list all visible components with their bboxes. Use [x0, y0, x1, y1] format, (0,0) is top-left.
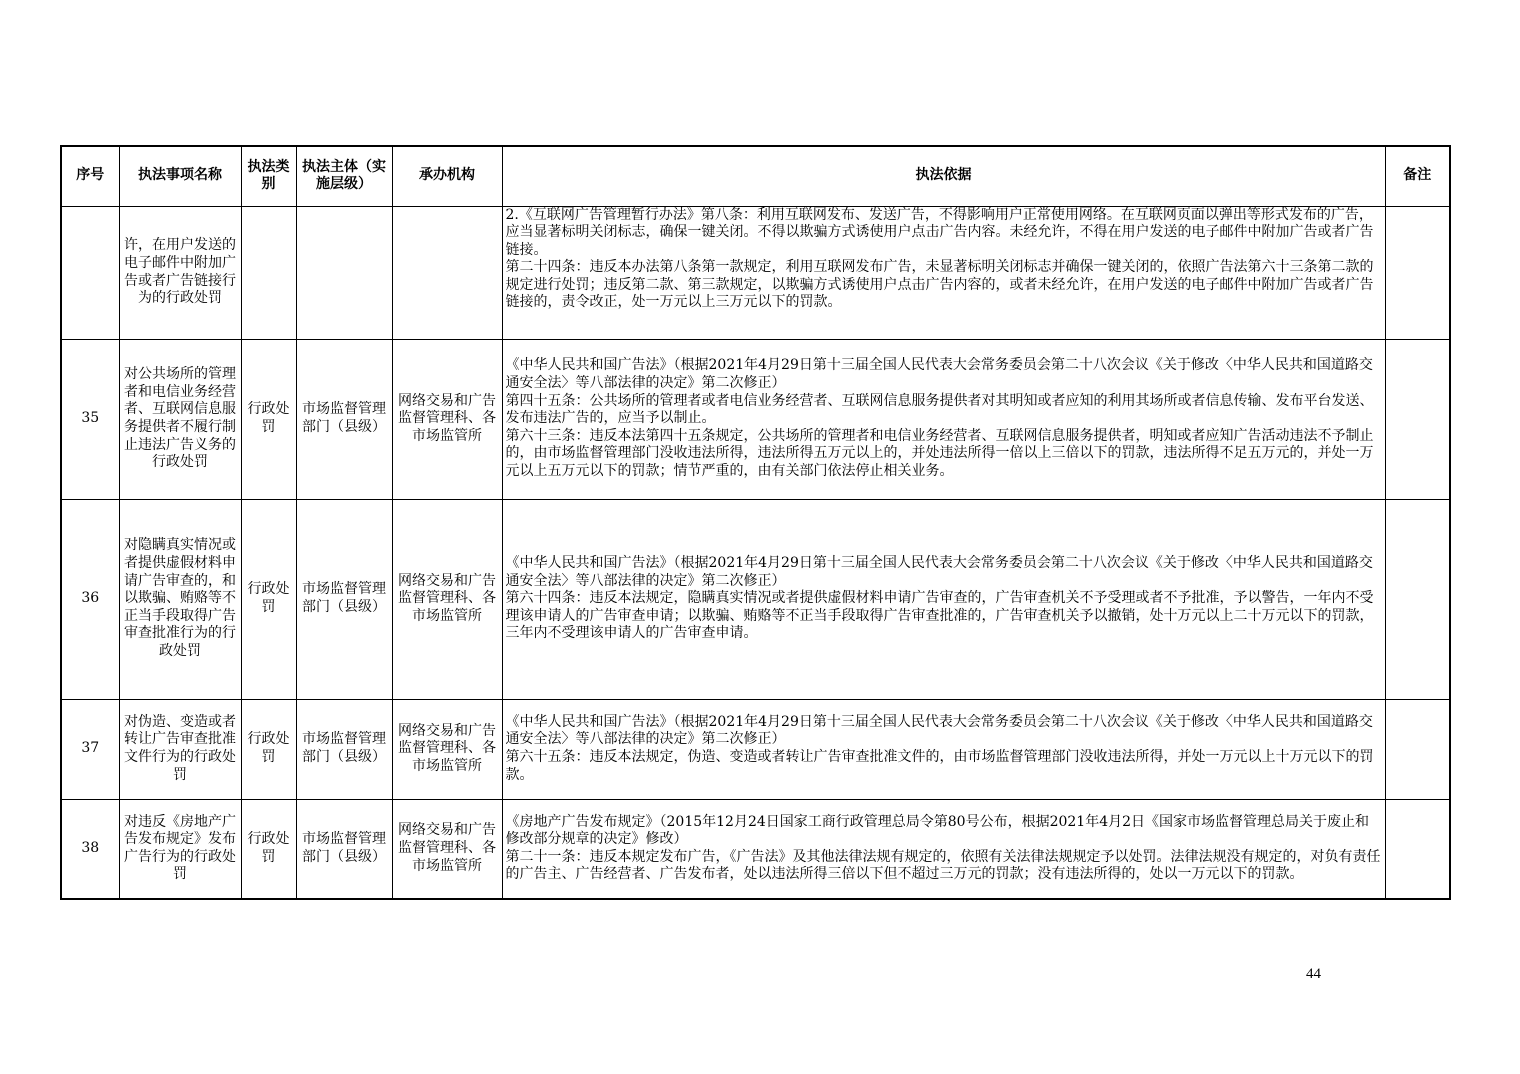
row-type: 行政处罚: [241, 499, 296, 699]
page-number: 44: [1306, 966, 1321, 982]
row-org: [392, 206, 502, 339]
header-subject: 执法主体（实施层级）: [296, 146, 392, 206]
row-name: 对违反《房地产广告发布规定》发布广告行为的行政处罚: [119, 799, 241, 899]
header-seq: 序号: [61, 146, 119, 206]
row-basis: [502, 799, 1385, 899]
header-row: [61, 146, 1450, 206]
row-name: 对伪造、变造或者转让广告审查批准文件行为的行政处罚: [119, 699, 241, 799]
row-note: [1385, 799, 1450, 899]
row-org: 网络交易和广告监督管理科、各市场监管所: [392, 339, 502, 499]
row-note: [1385, 339, 1450, 499]
basis-paragraph: 《房地产广告发布规定》（2015年12月24日国家工商行政管理总局令第80号公布，根据2021年4月2日《国家市场监督管理总局关于废止和修改部分规章的决定》修改）: [505, 813, 1370, 848]
header-org: 承办机构: [392, 146, 502, 206]
row-subject: 市场监督管理部门（县级）: [296, 699, 392, 799]
table-row: [61, 206, 1450, 339]
header-name: 执法事项名称: [119, 146, 241, 206]
basis-paragraph: 《中华人民共和国广告法》（根据2021年4月29日第十三届全国人民代表大会常务委员会第二十八次会议《关于修改〈中华人民共和国道路交通安全法〉等八部法律的决定》第二次修正）: [505, 713, 1373, 748]
row-subject: [296, 206, 392, 339]
basis-paragraph: 第四十五条：公共场所的管理者或者电信业务经营者、互联网信息服务提供者对其明知或者应知的利用其场所或者信息传输、发布平台发送、发布违法广告的，应当予以制止。: [505, 392, 1374, 427]
row-org: 网络交易和广告监督管理科、各市场监管所: [392, 699, 502, 799]
header-note: 备注: [1385, 146, 1450, 206]
row-name: 对隐瞒真实情况或者提供虚假材料申请广告审查的，和以欺骗、贿赂等不正当手段取得广告审查批准行为的行政处罚: [119, 499, 241, 699]
basis-paragraph: 第二十四条：违反本办法第八条第一款规定，利用互联网发布广告，未显著标明关闭标志并确保一键关闭的，依照广告法第六十三条第二款的规定进行处罚；违反第二款、第三款规定，以欺骗方式诱使用户点击广告内容的，或者未经允许，在用户发送的电子邮件中附加广告或者广告链接的，责令改正，处一万元以上三万元以下的罚款。: [505, 259, 1374, 311]
row-name: 对公共场所的管理者和电信业务经营者、互联网信息服务提供者不履行制止违法广告义务的行政处罚: [119, 339, 241, 499]
row-seq: 37: [61, 699, 119, 799]
basis-paragraph: 第六十三条：违反本法第四十五条规定，公共场所的管理者和电信业务经营者、互联网信息服务提供者，明知或者应知广告活动违法不予制止的，由市场监督管理部门没收违法所得，违法所得五万元以上的，并处违法所得一倍以上三倍以下的罚款，违法所得不足五万元的，并处一万元以上五万元以下的罚款；情节严重的，由有关部门依法停止相关业务。: [505, 427, 1374, 479]
row-basis: [502, 499, 1385, 699]
header-basis: 执法依据: [502, 146, 1385, 206]
row-type: 行政处罚: [241, 339, 296, 499]
enforcement-table: [60, 145, 1451, 900]
basis-paragraph: 第六十五条：违反本法规定，伪造、变造或者转让广告审查批准文件的，由市场监督管理部门没收违法所得，并处一万元以上十万元以下的罚款。: [505, 749, 1374, 783]
table-row: [61, 799, 1450, 899]
row-type: 行政处罚: [241, 799, 296, 899]
table-row: [61, 699, 1450, 799]
row-type: 行政处罚: [241, 699, 296, 799]
basis-paragraph: 2.《互联网广告管理暂行办法》第八条：利用互联网发布、发送广告，不得影响用户正常使用网络。在互联网页面以弹出等形式发布的广告，应当显著标明关闭标志，确保一键关闭。不得以欺骗方式诱使用户点击广告内容。未经允许，不得在用户发送的电子邮件中附加广告或者广告链接。: [505, 206, 1374, 258]
basis-paragraph: 《中华人民共和国广告法》（根据2021年4月29日第十三届全国人民代表大会常务委员会第二十八次会议《关于修改〈中华人民共和国道路交通安全法〉等八部法律的决定》第二次修正）: [505, 357, 1373, 392]
row-org: 网络交易和广告监督管理科、各市场监管所: [392, 799, 502, 899]
row-subject: 市场监督管理部门（县级）: [296, 799, 392, 899]
row-name: 许，在用户发送的电子邮件中附加广告或者广告链接行为的行政处罚: [119, 206, 241, 339]
row-seq: [61, 206, 119, 339]
row-subject: 市场监督管理部门（县级）: [296, 339, 392, 499]
row-seq: 38: [61, 799, 119, 899]
row-seq: 35: [61, 339, 119, 499]
row-basis: [502, 206, 1385, 339]
basis-paragraph: 第二十一条：违反本规定发布广告，《广告法》及其他法律法规有规定的，依照有关法律法规规定予以处罚。法律法规没有规定的，对负有责任的广告主、广告经营者、广告发布者，处以违法所得三倍以下但不超过三万元的罚款；没有违法所得的，处以一万元以下的罚款。: [505, 848, 1381, 883]
row-type: [241, 206, 296, 339]
row-basis: [502, 339, 1385, 499]
row-note: [1385, 499, 1450, 699]
row-note: [1385, 206, 1450, 339]
header-type: 执法类别: [241, 146, 296, 206]
table-row: [61, 339, 1450, 499]
basis-paragraph: 《中华人民共和国广告法》（根据2021年4月29日第十三届全国人民代表大会常务委员会第二十八次会议《关于修改〈中华人民共和国道路交通安全法〉等八部法律的决定》第二次修正）: [505, 555, 1373, 589]
basis-paragraph: 第六十四条：违反本法规定，隐瞒真实情况或者提供虚假材料申请广告审查的，广告审查机关不予受理或者不予批准，予以警告，一年内不受理该申请人的广告审查申请；以欺骗、贿赂等不正当手段取得广告审查批准的，广告审查机关予以撤销，处十万元以上二十万元以下的罚款，三年内不受理该申请人的广告审查申请。: [505, 590, 1374, 642]
table-row: [61, 499, 1450, 699]
row-note: [1385, 699, 1450, 799]
row-seq: 36: [61, 499, 119, 699]
row-subject: 市场监督管理部门（县级）: [296, 499, 392, 699]
row-basis: [502, 699, 1385, 799]
row-org: 网络交易和广告监督管理科、各市场监管所: [392, 499, 502, 699]
